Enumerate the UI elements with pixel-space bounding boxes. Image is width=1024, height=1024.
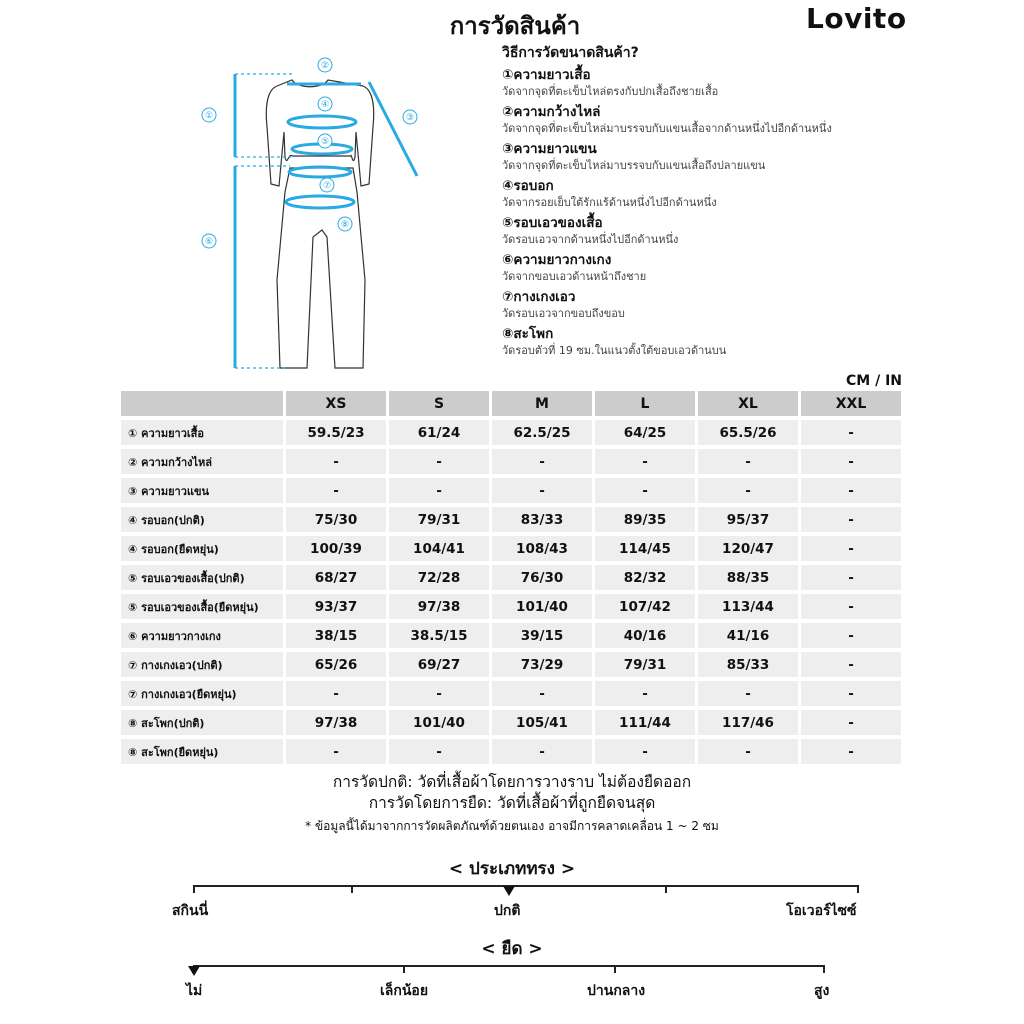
size-cell: 62.5/25: [492, 420, 592, 445]
size-cell: -: [801, 478, 901, 503]
row-label: ① ความยาวเสื้อ: [121, 420, 283, 445]
size-cell: 97/38: [286, 710, 386, 735]
stretch-label-high: สูง: [814, 983, 830, 999]
table-row: [121, 594, 901, 619]
size-cell: -: [698, 681, 798, 706]
fit-scale-line: [193, 885, 859, 887]
size-cell: -: [286, 681, 386, 706]
guide-item-title: ⑧สะโพก: [502, 326, 554, 342]
row-label: ⑤ รอบเอวของเสื้อ(ยืดหยุ่น): [121, 594, 283, 619]
table-row: [121, 478, 901, 503]
guide-item-desc: วัดรอบเอวจากด้านหนึ่งไปอีกด้านหนึ่ง: [502, 233, 679, 246]
size-cell: 88/35: [698, 565, 798, 590]
size-cell: -: [595, 449, 695, 474]
size-cell: 104/41: [389, 536, 489, 561]
size-cell: -: [801, 739, 901, 764]
size-cell: -: [801, 420, 901, 445]
size-cell: 40/16: [595, 623, 695, 648]
table-header-blank: [121, 391, 283, 416]
garment-illustration: [195, 52, 435, 382]
table-row: [121, 449, 901, 474]
stretch-label-medium: ปานกลาง: [587, 983, 646, 999]
fit-label-oversize: โอเวอร์ไซซ์: [786, 903, 857, 919]
size-cell: -: [389, 449, 489, 474]
row-label: ⑤ รอบเอวของเสื้อ(ปกติ): [121, 565, 283, 590]
size-cell: -: [286, 739, 386, 764]
badge-6: ⑥: [204, 237, 214, 247]
guide-item-desc: วัดจากรอยเย็บใต้รักแร้ด้านหนึ่งไปอีกด้านหนึ่ง: [502, 196, 717, 209]
note-disclaimer: * ข้อมูลนี้ได้มาจากการวัดผลิตภัณฑ์ด้วยตนเอง อาจมีการคลาดเคลื่อน 1 ~ 2 ซม: [305, 819, 719, 833]
guide-item: [502, 177, 922, 210]
stretch-tick: [403, 965, 405, 973]
size-cell: 101/40: [389, 710, 489, 735]
size-cell: -: [801, 565, 901, 590]
size-cell: 114/45: [595, 536, 695, 561]
guide-item-desc: วัดรอบเอวจากขอบถึงขอบ: [502, 307, 625, 320]
guide-item: [502, 214, 922, 247]
size-cell: -: [801, 681, 901, 706]
row-label: ⑦ กางเกงเอว(ปกติ): [121, 652, 283, 677]
size-cell: 61/24: [389, 420, 489, 445]
table-header-row: [121, 391, 901, 416]
size-cell: -: [286, 449, 386, 474]
table-header-cell: XL: [698, 391, 798, 416]
size-cell: -: [389, 478, 489, 503]
stretch-selected-marker-icon: [188, 966, 200, 976]
row-label: ④ รอบอก(ยืดหยุ่น): [121, 536, 283, 561]
table-row: [121, 623, 901, 648]
table-row: [121, 565, 901, 590]
guide-item-title: ①ความยาวเสื้อ: [502, 67, 591, 83]
row-label: ② ความกว้างไหล่: [121, 449, 283, 474]
badge-5: ⑤: [320, 137, 330, 147]
table-row: [121, 536, 901, 561]
size-cell: -: [389, 681, 489, 706]
note-stretched: การวัดโดยการยืด: วัดที่เสื้อผ้าที่ถูกยืดจนสุด: [368, 794, 656, 812]
stretch-tick: [823, 965, 825, 973]
row-label: ④ รอบอก(ปกติ): [121, 507, 283, 532]
note-normal: การวัดปกติ: วัดที่เสื้อผ้าโดยการวางราบ ไม่ต้องยืดออก: [332, 773, 692, 791]
size-cell: -: [492, 478, 592, 503]
table-header-cell: M: [492, 391, 592, 416]
size-cell: 65.5/26: [698, 420, 798, 445]
size-cell: 85/33: [698, 652, 798, 677]
guide-item-desc: วัดจากจุดที่ตะเข็บไหล่มาบรรจบกับแขนเสื้อถึงปลายแขน: [502, 159, 766, 172]
guide-heading: วิธีการวัดขนาดสินค้า?: [502, 45, 639, 61]
size-cell: 82/32: [595, 565, 695, 590]
size-cell: 69/27: [389, 652, 489, 677]
guide-item-title: ③ความยาวแขน: [502, 141, 597, 157]
size-cell: 68/27: [286, 565, 386, 590]
size-cell: 93/37: [286, 594, 386, 619]
size-cell: -: [801, 507, 901, 532]
size-cell: 105/41: [492, 710, 592, 735]
fit-tick: [665, 885, 667, 893]
badge-3: ③: [405, 113, 415, 123]
stretch-label-none: ไม่: [186, 983, 203, 999]
guide-item-title: ②ความกว้างไหล่: [502, 104, 601, 120]
fit-tick: [857, 885, 859, 893]
size-cell: -: [492, 449, 592, 474]
size-cell: 76/30: [492, 565, 592, 590]
badge-1: ①: [204, 111, 214, 121]
row-label: ⑧ สะโพก(ยืดหยุ่น): [121, 739, 283, 764]
guide-item-desc: วัดรอบตัวที่ 19 ซม.ในแนวตั้งใต้ขอบเอวด้านบน: [502, 344, 727, 357]
brand-logo: Lovito: [806, 2, 907, 35]
table-row: [121, 739, 901, 764]
page-title: การวัดสินค้า: [449, 12, 581, 40]
size-cell: -: [595, 681, 695, 706]
guide-item-desc: วัดจากขอบเอวด้านหน้าถึงชาย: [502, 270, 647, 283]
size-cell: 64/25: [595, 420, 695, 445]
stretch-scale-title: < ยืด >: [481, 939, 543, 959]
guide-item-title: ④รอบอก: [502, 178, 554, 194]
row-label: ⑥ ความยาวกางเกง: [121, 623, 283, 648]
size-cell: 108/43: [492, 536, 592, 561]
table-header-cell: L: [595, 391, 695, 416]
size-cell: -: [801, 449, 901, 474]
table-header-cell: XS: [286, 391, 386, 416]
measurement-notes: [0, 772, 1024, 836]
guide-item: [502, 251, 922, 284]
guide-item: [502, 66, 922, 99]
size-cell: 79/31: [595, 652, 695, 677]
size-cell: 100/39: [286, 536, 386, 561]
row-label: ⑦ กางเกงเอว(ยืดหยุ่น): [121, 681, 283, 706]
garment-outline: [266, 80, 373, 368]
size-cell: -: [698, 478, 798, 503]
guide-item-desc: วัดจากจุดที่ตะเข็บไหล่ตรงกับปกเสื้อถึงชายเสื้อ: [502, 85, 719, 98]
size-cell: -: [595, 739, 695, 764]
size-cell: 79/31: [389, 507, 489, 532]
unit-label: CM / IN: [846, 373, 902, 389]
size-cell: 59.5/23: [286, 420, 386, 445]
size-cell: 65/26: [286, 652, 386, 677]
stretch-scale-line: [193, 965, 825, 967]
size-cell: 89/35: [595, 507, 695, 532]
size-cell: 120/47: [698, 536, 798, 561]
size-cell: -: [286, 478, 386, 503]
size-cell: -: [801, 623, 901, 648]
table-row: [121, 420, 901, 445]
table-row: [121, 652, 901, 677]
fit-selected-marker-icon: [503, 886, 515, 896]
fit-scale-title: < ประเภททรง >: [448, 859, 576, 879]
size-cell: 73/29: [492, 652, 592, 677]
size-cell: 38/15: [286, 623, 386, 648]
table-row: [121, 681, 901, 706]
guide-item: [502, 103, 922, 136]
stretch-tick: [614, 965, 616, 973]
guide-item: [502, 140, 922, 173]
row-label: ⑧ สะโพก(ปกติ): [121, 710, 283, 735]
badge-2: ②: [320, 61, 330, 71]
table-row: [121, 507, 901, 532]
fit-label-regular: ปกติ: [494, 903, 521, 919]
guide-item: [502, 288, 922, 321]
fit-tick: [193, 885, 195, 893]
guide-item-title: ⑦กางเกงเอว: [502, 289, 576, 305]
badge-7: ⑦: [322, 181, 332, 191]
size-cell: 111/44: [595, 710, 695, 735]
size-cell: -: [595, 478, 695, 503]
size-cell: -: [801, 710, 901, 735]
guide-list: [502, 66, 922, 358]
size-cell: -: [801, 536, 901, 561]
size-cell: -: [801, 652, 901, 677]
size-cell: -: [801, 594, 901, 619]
row-label: ③ ความยาวแขน: [121, 478, 283, 503]
garment-diagram: [195, 52, 435, 382]
table-header-cell: XXL: [801, 391, 901, 416]
guide-item-title: ⑤รอบเอวของเสื้อ: [502, 215, 603, 231]
badge-8: ⑧: [340, 220, 350, 230]
size-cell: 83/33: [492, 507, 592, 532]
size-cell: 107/42: [595, 594, 695, 619]
size-cell: -: [389, 739, 489, 764]
guide-item-title: ⑥ความยาวกางเกง: [502, 252, 612, 268]
size-cell: -: [698, 739, 798, 764]
fit-label-skinny: สกินนี่: [172, 903, 209, 919]
size-cell: 41/16: [698, 623, 798, 648]
stretch-label-slight: เล็กน้อย: [380, 983, 429, 999]
size-cell: 75/30: [286, 507, 386, 532]
size-cell: 101/40: [492, 594, 592, 619]
size-cell: 72/28: [389, 565, 489, 590]
guide-item: [502, 325, 922, 358]
size-cell: 95/37: [698, 507, 798, 532]
size-cell: -: [492, 739, 592, 764]
size-cell: 117/46: [698, 710, 798, 735]
table-header-cell: S: [389, 391, 489, 416]
table-row: [121, 710, 901, 735]
table-body: [121, 420, 901, 764]
size-table: [118, 387, 904, 768]
size-cell: 39/15: [492, 623, 592, 648]
size-cell: 113/44: [698, 594, 798, 619]
size-cell: 38.5/15: [389, 623, 489, 648]
badge-4: ④: [320, 100, 330, 110]
guide-item-desc: วัดจากจุดที่ตะเข็บไหล่มาบรรจบกับแขนเสื้อจากด้านหนึ่งไปอีกด้านหนึ่ง: [502, 122, 832, 135]
measure-guide: [502, 42, 922, 362]
size-cell: 97/38: [389, 594, 489, 619]
size-cell: -: [492, 681, 592, 706]
size-cell: -: [698, 449, 798, 474]
fit-tick: [351, 885, 353, 893]
